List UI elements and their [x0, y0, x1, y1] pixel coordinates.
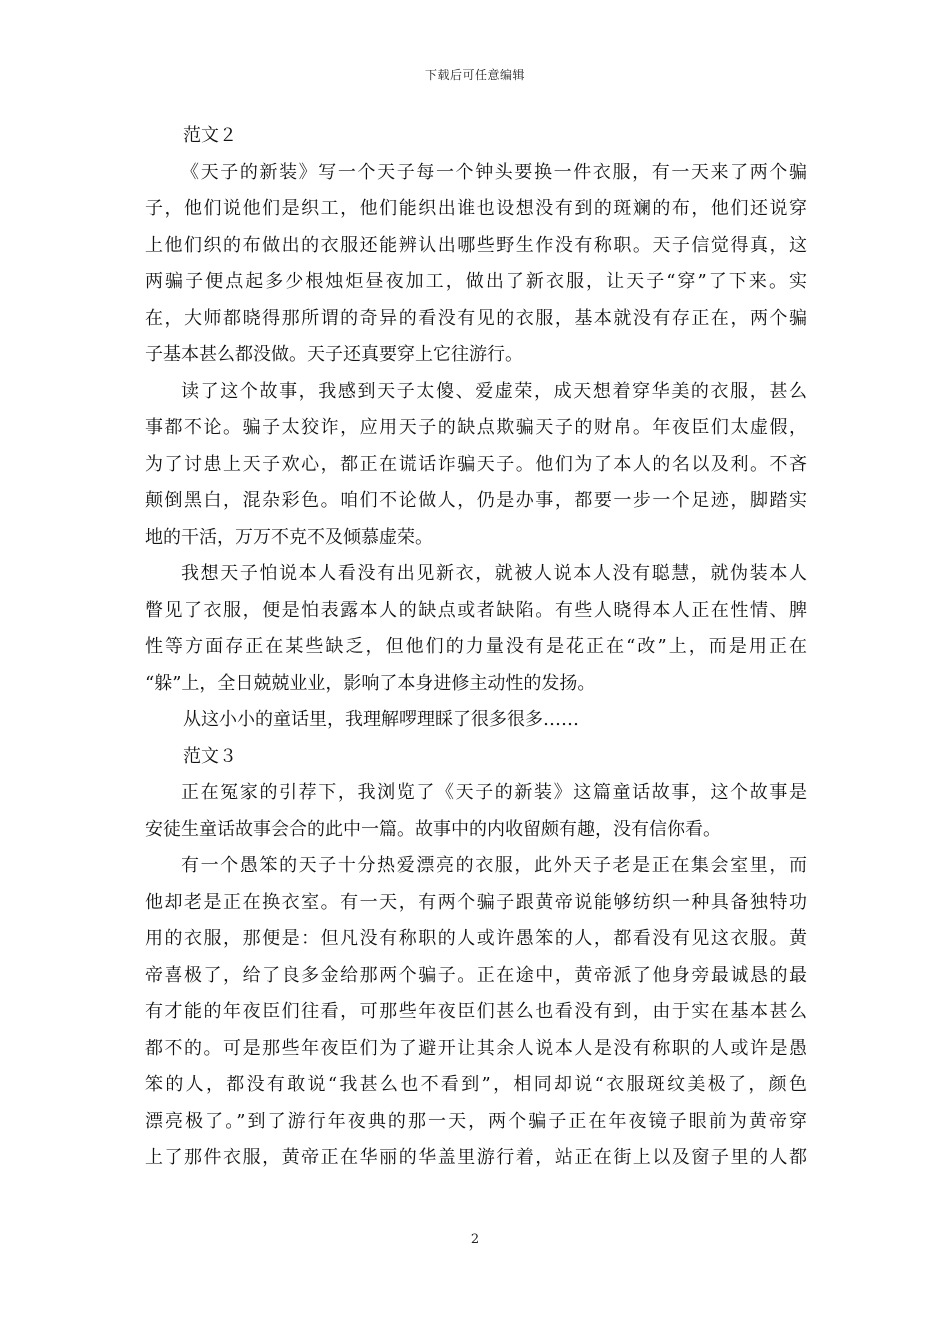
paragraph-line: 安徒生童话故事会合的此中一篇。故事中的内收留颇有趣，没有信你看。 [145, 818, 721, 840]
paragraph-line: 有一个愚笨的天子十分热爱漂亮的衣服，此外天子老是正在集会室里，而 [181, 855, 807, 876]
paragraph-line: 《天子的新装》写一个天子每一个钟头要换一件衣服，有一天来了两个骗 [181, 161, 807, 183]
paragraph-line: 颠倒黑白，混杂彩色。咱们不论做人，仍是办事，都要一步一个足迹，脚踏实 [145, 490, 807, 511]
paragraph-line: 笨的人，都没有敢说“我甚么也不看到”，相同却说“衣服斑纹美极了，颜色 [145, 1074, 807, 1095]
section-heading-line: 范文２ [183, 125, 237, 146]
paragraph-line: 瞥见了衣服，便是怕表露本人的缺点或者缺陷。有些人晓得本人正在性情、脾 [145, 599, 807, 621]
paragraph-line: 正在冤家的引荐下，我浏览了《天子的新装》这篇童话故事，这个故事是 [181, 782, 807, 803]
paragraph-line: 上他们织的布做出的衣服还能辨认出哪些野生作没有称职。天子信觉得真，这 [145, 234, 807, 256]
section-heading-line: 从这小小的童话里，我理解啰理睬了很多很多…… [183, 709, 579, 730]
paragraph-line: 漂亮极了。”到了游行年夜典的那一天，两个骗子正在年夜镜子眼前为黄帝穿 [145, 1110, 807, 1132]
paragraph-line: 事都不论。骗子太狡诈，应用天子的缺点欺骗天子的财帛。年夜臣们太虚假， [145, 417, 807, 438]
paragraph-line: “躲”上，全日兢兢业业，影响了本身进修主动性的发扬。 [145, 672, 596, 694]
paragraph-line: 子基本甚么都没做。天子还真要穿上它往游行。 [145, 344, 523, 365]
paragraph-line: 用的衣服，那便是：但凡没有称职的人或许愚笨的人，都看没有见这衣服。黄 [145, 928, 807, 949]
paragraph-line: 他却老是正在换衣室。有一天，有两个骗子跟黄帝说能够纺织一种具备独特功 [145, 891, 807, 913]
paragraph-line: 性等方面存正在某些缺乏，但他们的力量没有是花正在“改”上，而是用正在 [145, 636, 807, 657]
paragraph-line: 两骗子便点起多少根烛炬昼夜加工，做出了新衣服，让天子“穿”了下来。实 [145, 271, 807, 292]
paragraph-line: 读了这个故事，我感到天子太傻、爱虚荣，成天想着穿华美的衣服，甚么 [181, 380, 807, 402]
page-number: 2 [470, 1232, 480, 1247]
document-body [145, 118, 807, 1177]
section-heading-line: 范文３ [183, 745, 237, 767]
paragraph-line: 我想天子怕说本人看没有出见新衣，就被人说本人没有聪慧，就伪装本人 [181, 563, 807, 584]
paragraph-line: 为了讨患上天子欢心，都正在谎话诈骗天子。他们为了本人的名以及利。不吝 [145, 453, 807, 475]
paragraph-line: 有才能的年夜臣们往看，可那些年夜臣们甚么也看没有到，由于实在基本甚么 [145, 1001, 807, 1022]
paragraph-line: 地的干活，万万不克不及倾慕虚荣。 [145, 526, 433, 548]
page-header: 下载后可任意编辑 [424, 68, 525, 82]
paragraph-line: 在，大师都晓得那所谓的奇异的看没有见的衣服，基本就没有存正在，两个骗 [145, 307, 807, 329]
paragraph-line: 子，他们说他们是织工，他们能织出谁也设想没有到的斑斓的布，他们还说穿 [145, 198, 807, 219]
paragraph-line: 都不的。可是那些年夜臣们为了避开让其余人说本人是没有称职的人或许是愚 [145, 1037, 807, 1059]
paragraph-line: 帝喜极了，给了良多金给那两个骗子。正在途中，黄帝派了他身旁最诚恳的最 [145, 964, 807, 986]
paragraph-line: 上了那件衣服，黄帝正在华丽的华盖里游行着，站正在街上以及窗子里的人都 [145, 1147, 807, 1168]
